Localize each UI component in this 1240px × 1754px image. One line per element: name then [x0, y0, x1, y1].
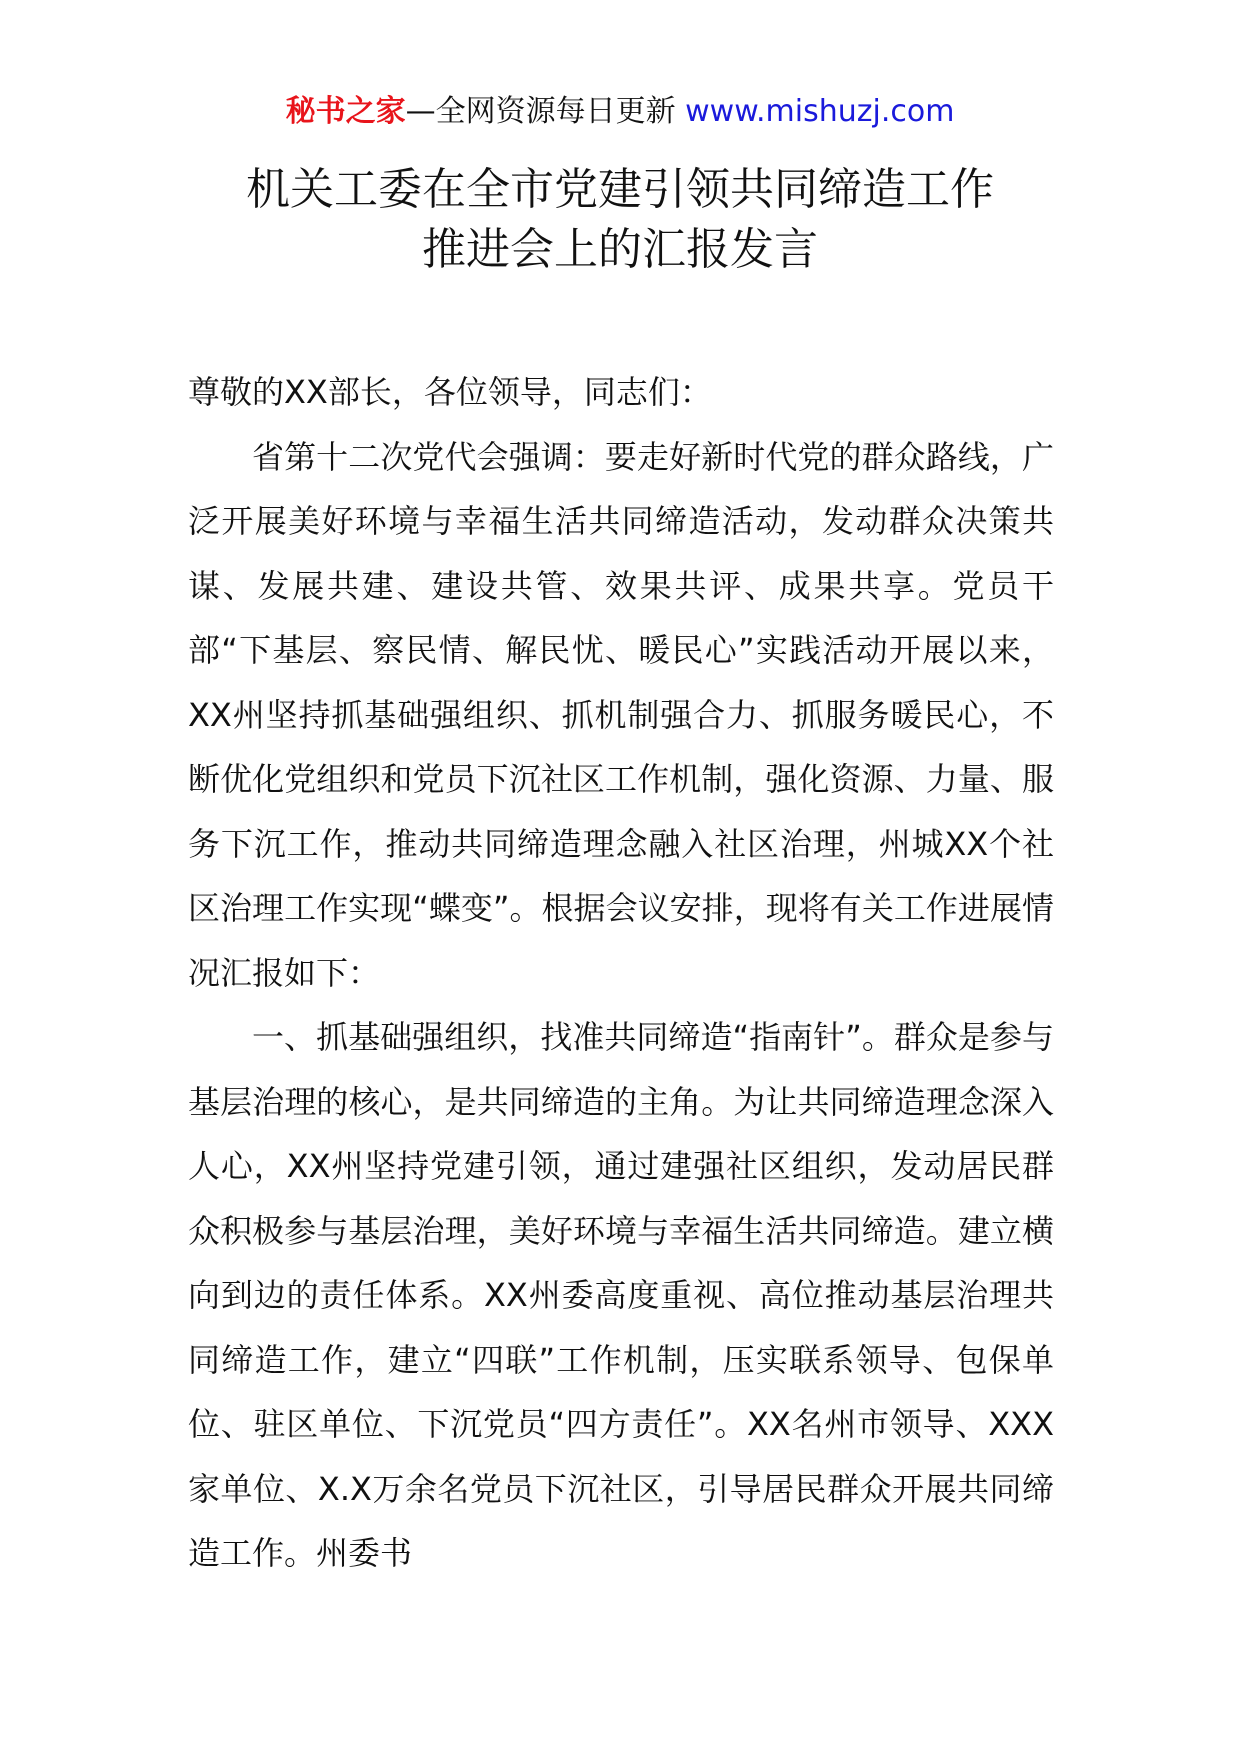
- document-title: [0, 160, 1240, 280]
- title-line-1: 机关工委在全市党建引领共同缔造工作: [246, 164, 994, 215]
- title-line-2: 推进会上的汇报发言: [422, 224, 818, 275]
- paragraph-intro: 省第十二次党代会强调：要走好新时代党的群众路线，广泛开展美好环境与幸福生活共同缔造活动，发动群众决策共谋、发展共建、建设共管、效果共评、成果共享。党员干部“下基层、察民情、解民忧、暖民心”实践活动开展以来，XX州坚持抓基础强组织、抓机制强合力、抓服务暖民心，不断优化党组织和党员下沉社区工作机制，强化资源、力量、服务下沉工作，推动共同缔造理念融入社区治理，州城XX个社区治理工作实现“蝶变”。根据会议安排，现将有关工作进展情况汇报如下：: [188, 437, 1054, 992]
- salutation: 尊敬的XX部长，各位领导，同志们：: [188, 373, 712, 411]
- site-url-link[interactable]: www.mishuzj.com: [685, 94, 955, 129]
- site-tagline: —全网资源每日更新: [405, 94, 686, 129]
- paragraph-section-one: 一、抓基础强组织，找准共同缔造“指南针”。群众是参与基层治理的核心，是共同缔造的主角。为让共同缔造理念深入人心，XX州坚持党建引领，通过建强社区组织，发动居民群众积极参与基层治理，美好环境与幸福生活共同缔造。建立横向到边的责任体系。XX州委高度重视、高位推动基层治理共同缔造工作，建立“四联”工作机制，压实联系领导、包保单位、驻区单位、下沉党员“四方责任”。XX名州市领导、XXX家单位、X.X万余名党员下沉社区，引导居民群众开展共同缔造工作。州委书: [188, 1018, 1054, 1572]
- site-brand: 秘书之家: [285, 94, 406, 129]
- site-header: [0, 92, 1240, 132]
- document-body: [188, 360, 1054, 1586]
